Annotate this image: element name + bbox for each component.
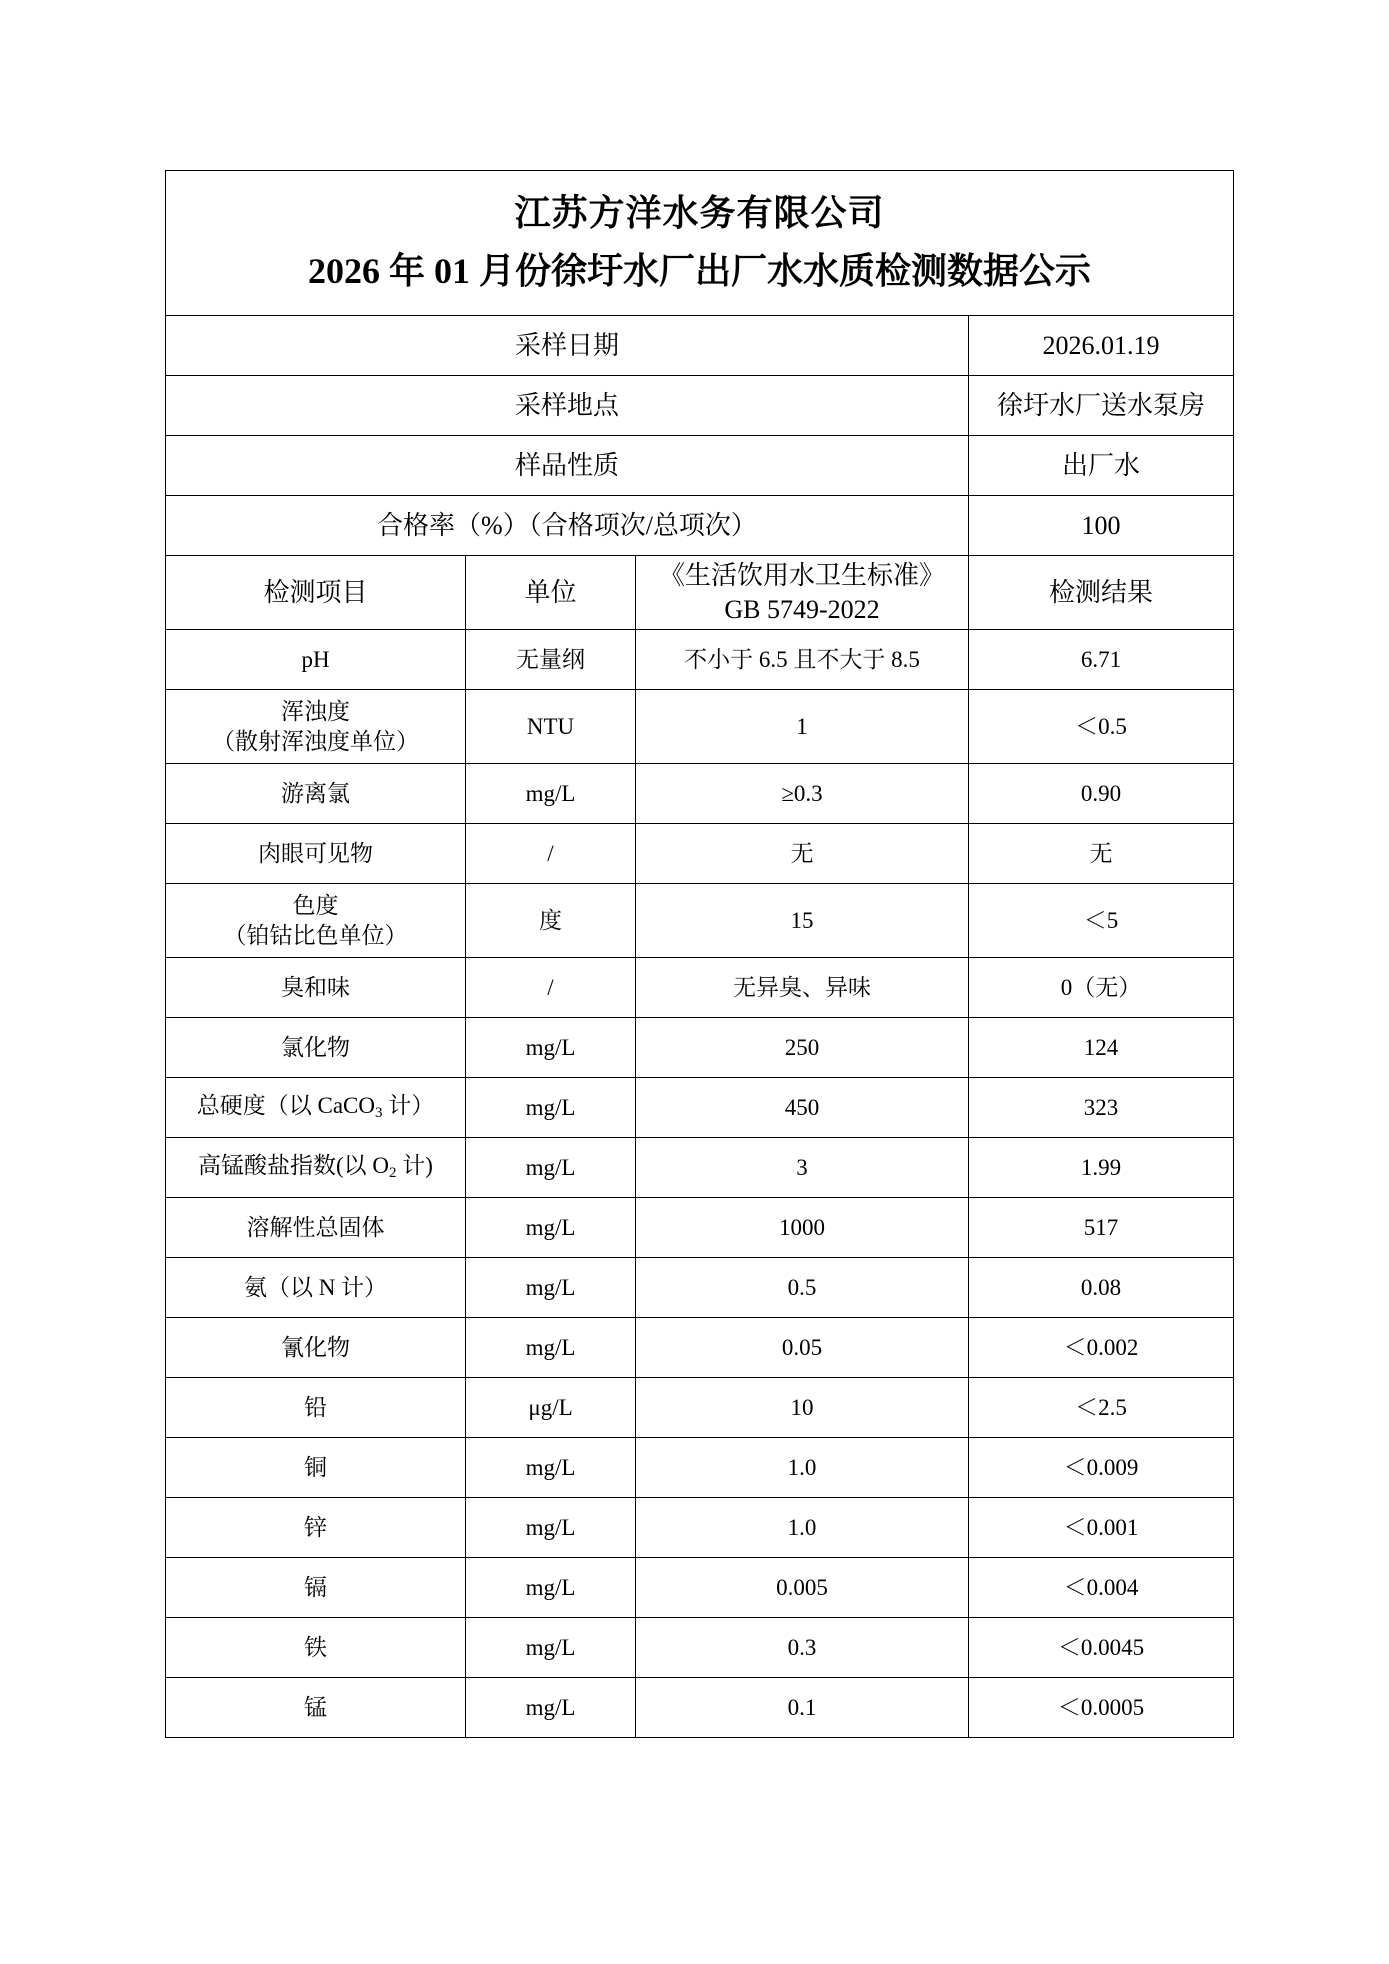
cell-item [166, 824, 466, 884]
cell-item [166, 1378, 466, 1438]
meta-row-sample-location [166, 376, 1234, 436]
item-name: pH [301, 646, 330, 672]
cell-result: 无 [969, 824, 1234, 884]
table-row [166, 1678, 1234, 1738]
cell-unit: / [466, 958, 636, 1018]
cell-item [166, 1198, 466, 1258]
cell-result: ＜0.004 [969, 1558, 1234, 1618]
cell-standard: 1.0 [636, 1498, 969, 1558]
cell-standard: 无异臭、异味 [636, 958, 969, 1018]
header-standard [636, 556, 969, 630]
cell-item [166, 1558, 466, 1618]
cell-standard: 10 [636, 1378, 969, 1438]
cell-standard: 0.005 [636, 1558, 969, 1618]
table-row [166, 824, 1234, 884]
cell-standard: 15 [636, 884, 969, 958]
meta-value: 100 [969, 496, 1234, 556]
cell-item [166, 1078, 466, 1138]
title-block [166, 171, 1234, 316]
cell-result: ＜0.001 [969, 1498, 1234, 1558]
item-name: 氨（以 N 计） [243, 1274, 388, 1300]
cell-unit: mg/L [466, 1438, 636, 1498]
item-name: 铁 [304, 1634, 327, 1660]
cell-item [166, 1498, 466, 1558]
item-name: 游离氯 [281, 780, 350, 806]
cell-standard: ≥0.3 [636, 764, 969, 824]
item-name: 浑浊度 [281, 698, 350, 724]
cell-unit: mg/L [466, 1678, 636, 1738]
cell-unit: mg/L [466, 1198, 636, 1258]
cell-standard: 不小于 6.5 且不大于 8.5 [636, 630, 969, 690]
cell-item [166, 630, 466, 690]
cell-result: ＜5 [969, 884, 1234, 958]
cell-result: 323 [969, 1078, 1234, 1138]
item-name: 铜 [304, 1454, 327, 1480]
table-row [166, 884, 1234, 958]
meta-value: 徐圩水厂送水泵房 [969, 376, 1234, 436]
cell-result: 1.99 [969, 1138, 1234, 1198]
cell-standard: 250 [636, 1018, 969, 1078]
cell-standard: 3 [636, 1138, 969, 1198]
cell-unit: mg/L [466, 1618, 636, 1678]
cell-unit: 度 [466, 884, 636, 958]
cell-item [166, 690, 466, 764]
item-text: 计） [382, 1093, 435, 1119]
header-standard-name: 《生活饮用水卫生标准》 [658, 560, 945, 590]
header-standard-code: GB 5749-2022 [724, 594, 880, 624]
cell-item [166, 1318, 466, 1378]
column-header-row [166, 556, 1234, 630]
item-name: 臭和味 [281, 974, 350, 1000]
item-text: 计) [396, 1153, 433, 1179]
water-quality-report [165, 170, 1233, 1738]
meta-row-sample-date [166, 316, 1234, 376]
cell-result: ＜0.009 [969, 1438, 1234, 1498]
item-note: （铂钴比色单位） [223, 922, 408, 948]
item-name: 锌 [304, 1514, 327, 1540]
cell-unit: μg/L [466, 1378, 636, 1438]
item-name: 肉眼可见物 [258, 840, 373, 866]
item-name: 氰化物 [281, 1334, 350, 1360]
table-row [166, 1558, 1234, 1618]
cell-result: ＜0.0005 [969, 1678, 1234, 1738]
table-row [166, 630, 1234, 690]
item-name: 锰 [304, 1694, 327, 1720]
item-name: 镉 [304, 1574, 327, 1600]
meta-value: 2026.01.19 [969, 316, 1234, 376]
table-row [166, 958, 1234, 1018]
cell-item [166, 1438, 466, 1498]
table-row [166, 1318, 1234, 1378]
header-unit: 单位 [466, 556, 636, 630]
cell-standard: 1 [636, 690, 969, 764]
cell-result: 517 [969, 1198, 1234, 1258]
cell-standard: 无 [636, 824, 969, 884]
table-row [166, 690, 1234, 764]
header-result: 检测结果 [969, 556, 1234, 630]
item-name: 铅 [304, 1394, 327, 1420]
cell-result: ＜0.0045 [969, 1618, 1234, 1678]
cell-item [166, 1678, 466, 1738]
table-row [166, 1618, 1234, 1678]
cell-unit: mg/L [466, 1558, 636, 1618]
cell-unit: / [466, 824, 636, 884]
cell-result: 0.90 [969, 764, 1234, 824]
cell-standard: 0.3 [636, 1618, 969, 1678]
cell-item [166, 1618, 466, 1678]
cell-unit: mg/L [466, 764, 636, 824]
cell-unit: mg/L [466, 1138, 636, 1198]
table-row [166, 1078, 1234, 1138]
cell-item [166, 1138, 466, 1198]
item-name: 色度 [292, 892, 339, 918]
cell-result: 6.71 [969, 630, 1234, 690]
meta-value: 出厂水 [969, 436, 1234, 496]
cell-item [166, 1258, 466, 1318]
item-name: 溶解性总固体 [246, 1214, 385, 1240]
cell-item [166, 958, 466, 1018]
cell-item [166, 884, 466, 958]
meta-label: 采样日期 [166, 316, 969, 376]
meta-row-pass-rate [166, 496, 1234, 556]
company-title: 江苏方洋水务有限公司 [514, 193, 885, 233]
cell-result: 0（无） [969, 958, 1234, 1018]
cell-unit: 无量纲 [466, 630, 636, 690]
cell-unit: mg/L [466, 1258, 636, 1318]
water-quality-table [165, 170, 1234, 1738]
table-row [166, 1018, 1234, 1078]
item-subscript: 2 [389, 1165, 397, 1182]
cell-result: ＜0.002 [969, 1318, 1234, 1378]
cell-item [166, 764, 466, 824]
header-item: 检测项目 [166, 556, 466, 630]
cell-standard: 1000 [636, 1198, 969, 1258]
cell-standard: 0.05 [636, 1318, 969, 1378]
cell-result: 124 [969, 1018, 1234, 1078]
table-row [166, 1198, 1234, 1258]
item-name: 氯化物 [281, 1034, 350, 1060]
cell-unit: mg/L [466, 1498, 636, 1558]
item-text: 高锰酸盐指数(以 O [198, 1153, 390, 1179]
cell-unit: NTU [466, 690, 636, 764]
item-subscript: 3 [375, 1105, 383, 1122]
table-row [166, 1438, 1234, 1498]
table-row [166, 1138, 1234, 1198]
cell-result: 0.08 [969, 1258, 1234, 1318]
cell-result: ＜0.5 [969, 690, 1234, 764]
item-note: （散射浑浊度单位） [212, 728, 419, 754]
meta-row-sample-type [166, 436, 1234, 496]
table-row [166, 1258, 1234, 1318]
item-text: 总硬度（以 CaCO [196, 1093, 375, 1119]
cell-result: ＜2.5 [969, 1378, 1234, 1438]
table-row [166, 764, 1234, 824]
cell-standard: 0.5 [636, 1258, 969, 1318]
meta-label: 样品性质 [166, 436, 969, 496]
cell-item [166, 1018, 466, 1078]
meta-label: 采样地点 [166, 376, 969, 436]
cell-unit: mg/L [466, 1018, 636, 1078]
cell-standard: 450 [636, 1078, 969, 1138]
table-row [166, 1498, 1234, 1558]
report-title: 2026 年 01 月份徐圩水厂出厂水水质检测数据公示 [308, 251, 1092, 291]
cell-standard: 1.0 [636, 1438, 969, 1498]
cell-standard: 0.1 [636, 1678, 969, 1738]
cell-unit: mg/L [466, 1318, 636, 1378]
table-row [166, 1378, 1234, 1438]
meta-label: 合格率（%）（合格项次/总项次） [166, 496, 969, 556]
cell-unit: mg/L [466, 1078, 636, 1138]
